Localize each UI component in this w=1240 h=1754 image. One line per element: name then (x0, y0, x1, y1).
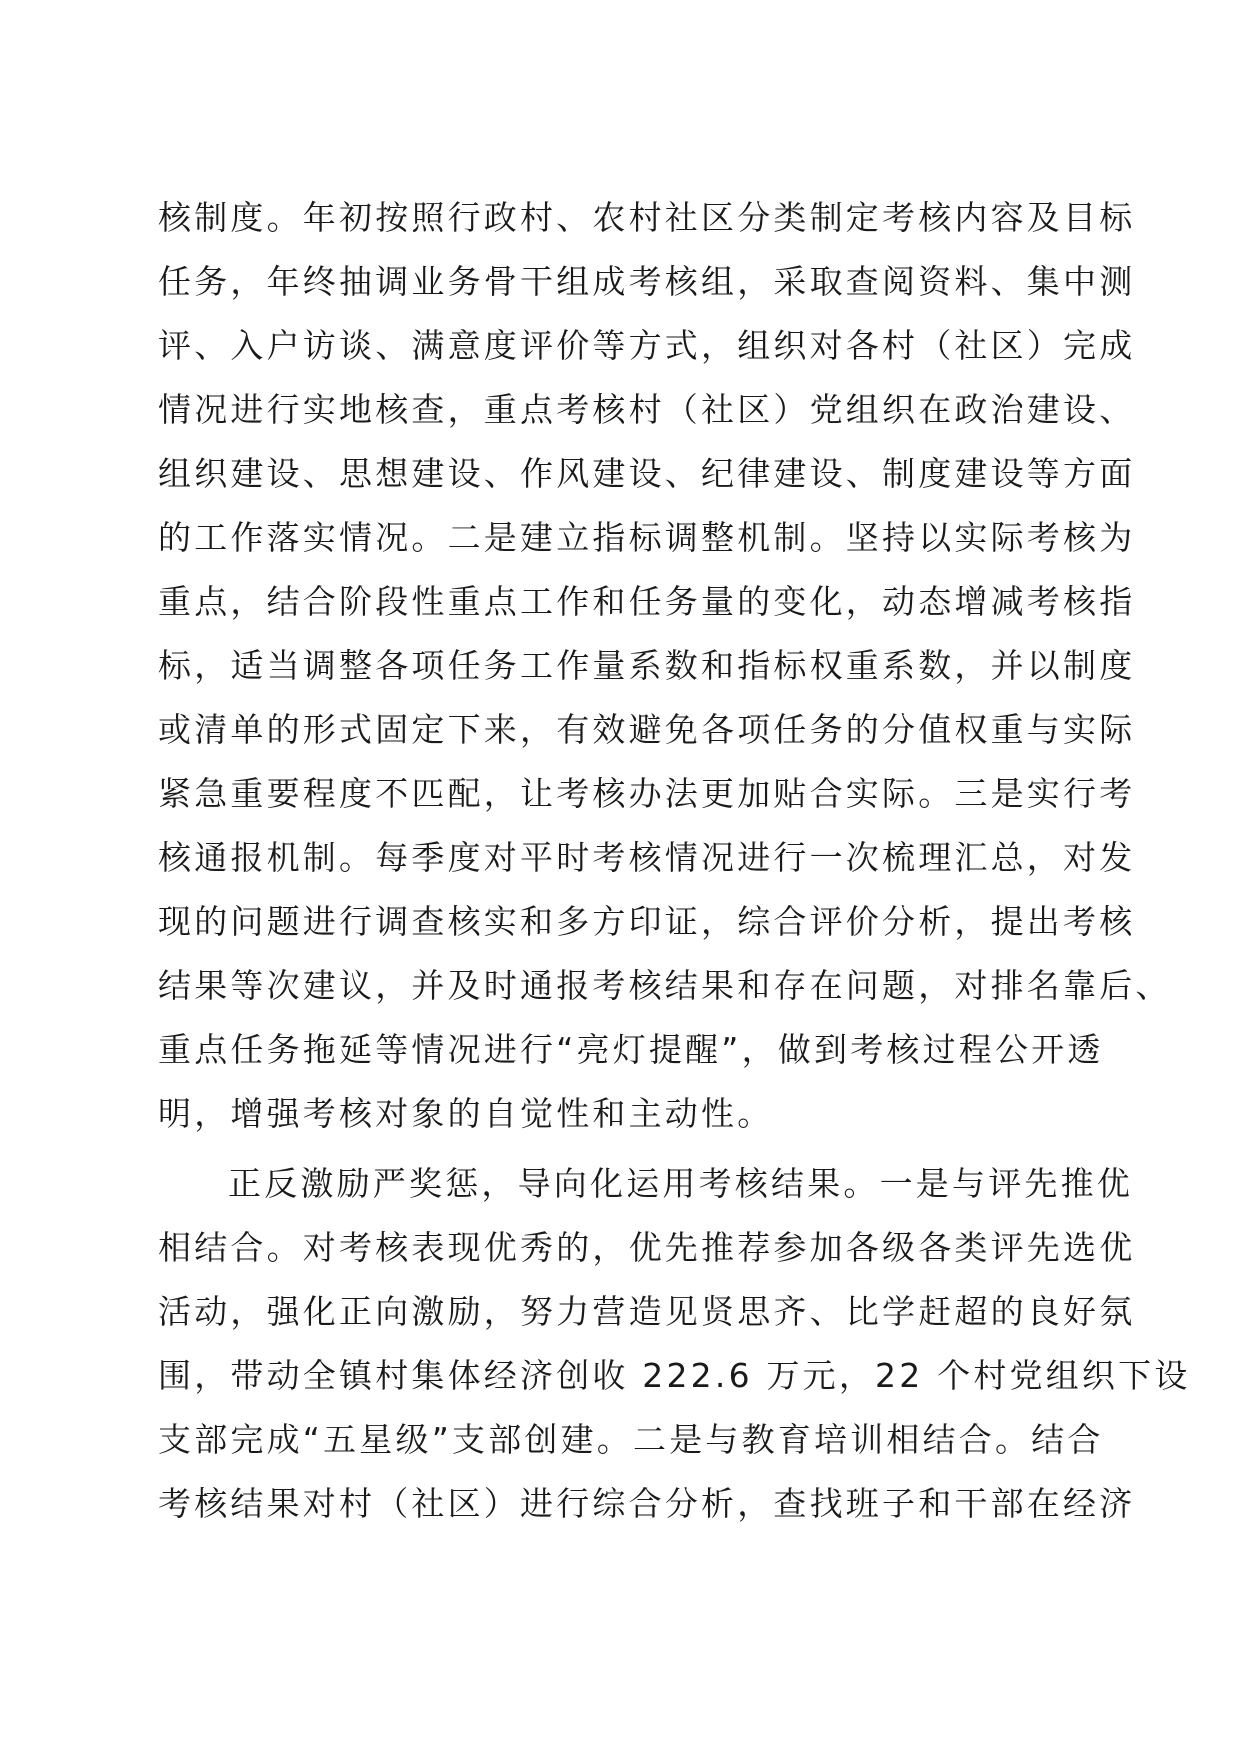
text-line: 的工作落实情况。二是建立指标调整机制。坚持以实际考核为 (158, 518, 1136, 557)
text-line: 活动，强化正向激励，努力营造见贤思齐、比学赶超的良好氛 (158, 1292, 1136, 1331)
paragraph-1 (158, 186, 1172, 1146)
text-line: 核制度。年初按照行政村、农村社区分类制定考核内容及目标 (158, 198, 1136, 237)
text-line: 明，增强考核对象的自觉性和主动性。 (158, 1094, 774, 1133)
document-body (158, 186, 1191, 1536)
paragraph-2 (158, 1152, 1191, 1536)
text-line: 结果等次建议，并及时通报考核结果和存在问题，对排名靠后、 (158, 966, 1172, 1005)
text-line: 标，适当调整各项任务工作量系数和指标权重系数，并以制度 (158, 646, 1136, 685)
text-line: 围，带动全镇村集体经济创收 222.6 万元，22 个村党组织下设 (158, 1356, 1191, 1395)
text-line: 核通报机制。每季度对平时考核情况进行一次梳理汇总，对发 (158, 838, 1136, 877)
text-line: 任务，年终抽调业务骨干组成考核组，采取查阅资料、集中测 (158, 262, 1136, 301)
text-line: 考核结果对村（社区）进行综合分析，查找班子和干部在经济 (158, 1484, 1136, 1523)
text-line: 正反激励严奖惩，导向化运用考核结果。一是与评先推优 (228, 1164, 1133, 1203)
text-line: 或清单的形式固定下来，有效避免各项任务的分值权重与实际 (158, 710, 1136, 749)
text-line: 情况进行实地核查，重点考核村（社区）党组织在政治建设、 (158, 390, 1136, 429)
text-line: 支部完成“五星级”支部创建。二是与教育培训相结合。结合 (158, 1420, 1104, 1459)
text-line: 现的问题进行调查核实和多方印证，综合评价分析，提出考核 (158, 902, 1136, 941)
text-line: 紧急重要程度不匹配，让考核办法更加贴合实际。三是实行考 (158, 774, 1136, 813)
text-line: 重点任务拖延等情况进行“亮灯提醒”，做到考核过程公开透 (158, 1030, 1104, 1069)
text-line: 相结合。对考核表现优秀的，优先推荐参加各级各类评先选优 (158, 1228, 1136, 1267)
text-line: 重点，结合阶段性重点工作和任务量的变化，动态增减考核指 (158, 582, 1136, 621)
text-line: 评、入户访谈、满意度评价等方式，组织对各村（社区）完成 (158, 326, 1136, 365)
text-line: 组织建设、思想建设、作风建设、纪律建设、制度建设等方面 (158, 454, 1136, 493)
